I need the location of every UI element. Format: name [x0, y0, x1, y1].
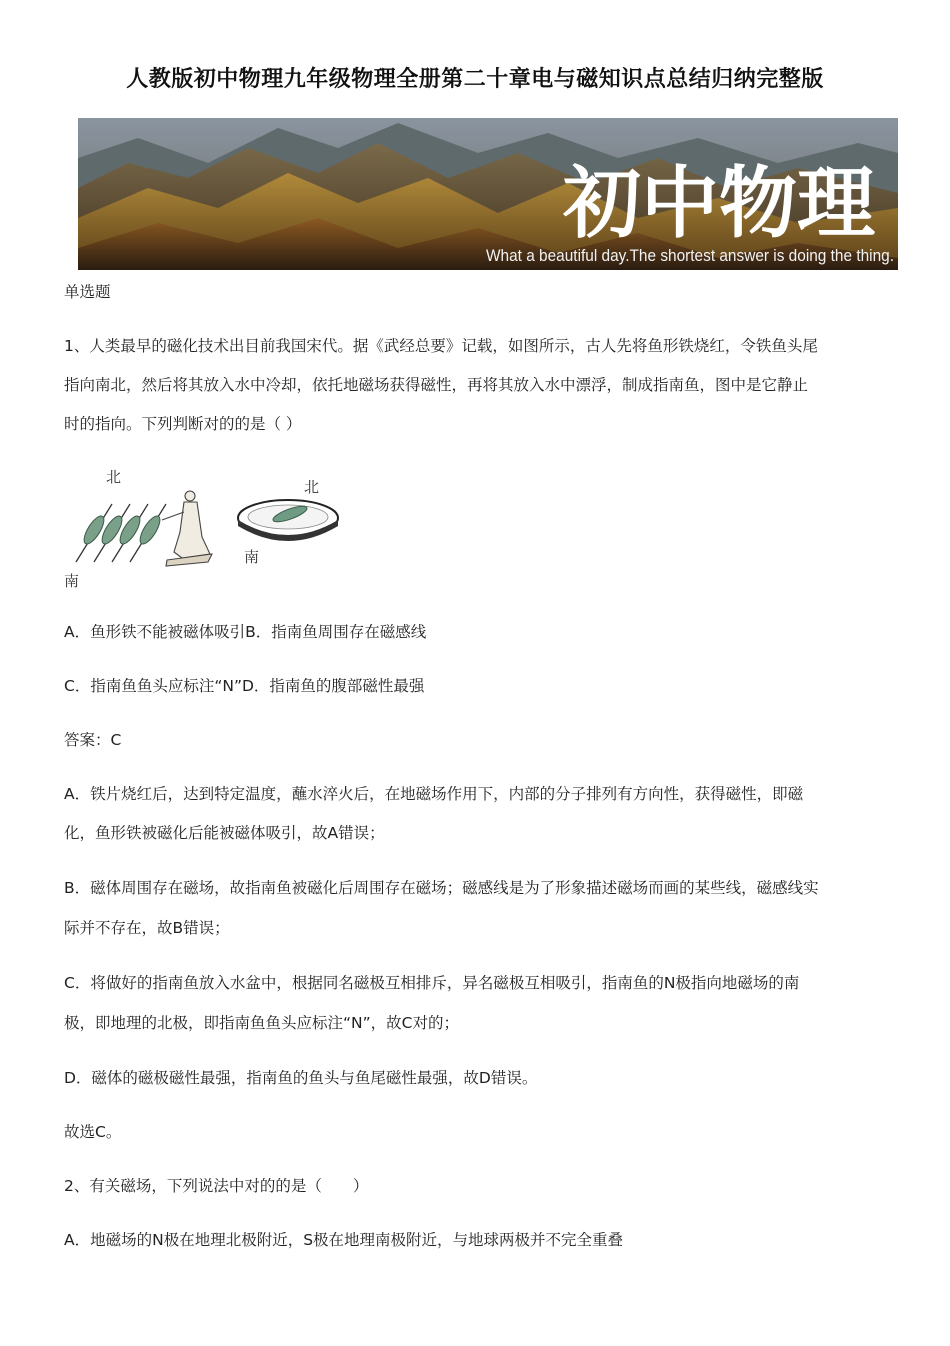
mountain-landscape-illustration [78, 118, 898, 270]
banner-image [78, 118, 898, 270]
figure-label-north-left: 北 [106, 468, 122, 486]
q1-explanation-a-line-2: 化，鱼形铁被磁化后能被磁体吸引，故A错误； [64, 824, 385, 842]
banner-caption: What a beautiful day.The shortest answer is doing the thing. [486, 246, 894, 265]
q1-answer: 答案：C [64, 731, 122, 749]
q1-stem-line-2: 指向南北，然后将其放入水中冷却，依托地磁场获得磁性，再将其放入水中漂浮，制成指南鱼，图中是它静止 [64, 376, 809, 394]
section-label: 单选题 [64, 283, 111, 301]
q2-stem: 2、有关磁场，下列说法中对的的是（ ） [64, 1177, 369, 1195]
figure-label-south-left: 南 [64, 572, 80, 590]
q2-option-a: A．地磁场的N极在地理北极附近，S极在地理南极附近，与地球两极并不完全重叠 [64, 1231, 624, 1249]
q1-options-ab: A．鱼形铁不能被磁体吸引B．指南鱼周围存在磁感线 [64, 623, 427, 641]
q1-conclusion: 故选C。 [64, 1123, 122, 1141]
q1-stem-line-1: 1、人类最早的磁化技术出目前我国宋代。据《武经总要》记载，如图所示，古人先将鱼形铁烧红，令铁鱼头尾 [64, 337, 818, 355]
banner-calligraphy: 初中物理 [563, 158, 876, 249]
q1-explanation-b-line-1: B．磁体周围存在磁场，故指南鱼被磁化后周围存在磁场；磁感线是为了形象描述磁场而画的某些线，磁感线实 [64, 879, 819, 897]
document-title: 人教版初中物理九年级物理全册第二十章电与磁知识点总结归纳完整版 [126, 67, 824, 92]
q1-explanation-d: D．磁体的磁极磁性最强，指南鱼的鱼头与鱼尾磁性最强，故D错误。 [64, 1069, 538, 1087]
q1-explanation-b-line-2: 际并不存在，故B错误； [64, 919, 230, 937]
q1-explanation-a-line-1: A．铁片烧红后，达到特定温度，蘸水淬火后，在地磁场作用下，内部的分子排列有方向性，获得磁性，即磁 [64, 785, 804, 803]
q1-options-cd: C．指南鱼鱼头应标注“N”D．指南鱼的腹部磁性最强 [64, 677, 425, 695]
figure-label-north-right: 北 [304, 478, 320, 496]
q1-stem-line-3: 时的指向。下列判断对的的是（ ） [64, 415, 302, 433]
q1-figure [62, 462, 362, 592]
figure-label-south-right: 南 [244, 548, 260, 566]
q1-explanation-c-line-2: 极，即地理的北极，即指南鱼鱼头应标注“N”，故C对的； [64, 1014, 459, 1032]
q1-explanation-c-line-1: C．将做好的指南鱼放入水盆中，根据同名磁极互相排斥，异名磁极互相吸引，指南鱼的N极指向地磁场的南 [64, 974, 800, 992]
